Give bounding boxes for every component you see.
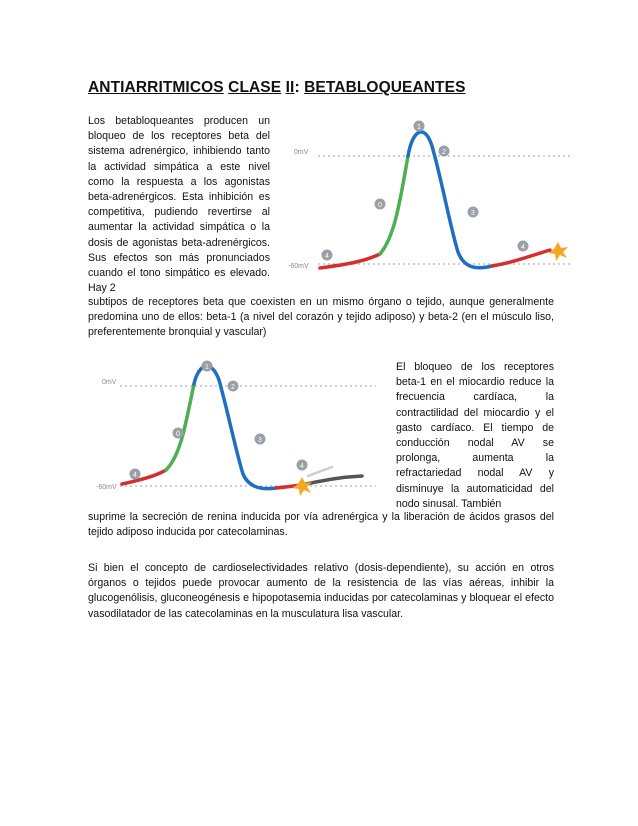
paragraph-1-side: Los betabloqueantes producen un bloqueo de los receptores beta del sistema adrenérgico, inhibiendo tanto la actividad simpática a este nivel como la respuesta a los agonistas beta-adrenérgicos. Esta inhibición es competitiva, pudiendo revertirse al aumentar la actividad simpática o la dosis de agonistas beta-adrenérgicos. Sus efectos son más pronunciados cuando el tono simpático es elevado. Hay 2 xyxy=(88,115,270,295)
phase-badge-4b-label: 4 xyxy=(521,244,525,251)
document-title xyxy=(88,79,466,97)
phase-badge-1-label: 1 xyxy=(417,124,421,131)
spark-marker xyxy=(548,242,568,261)
phase-badge-1-label: 1 xyxy=(205,364,209,371)
paragraph-1-full: subtipos de receptores beta que coexisten en un mismo órgano o tejido, aunque generalmente predomina uno de ellos: beta-1 (a nivel del corazón y tejido adiposo) y beta-2 (en el músculo liso, preferentemente bronquial y vascular) xyxy=(88,296,554,339)
phase-4-segment xyxy=(122,470,166,484)
neg60-mv-label: -60mV xyxy=(288,263,309,270)
paragraph-3: Si bien el concepto de cardioselectividades relativo (dosis-dependiente), su acción en otros órganos o tejidos puede provocar aumento de la resistencia de las vías aéreas, inhibir la glucogenólisis, gluconeogénesis e hipopotasemia inducidas por catecolaminas y bloquear el efecto vasodilatador de las catecolaminas en la musculatura lisa vascular. xyxy=(88,562,554,620)
phase-3-segment xyxy=(408,132,492,268)
zero-mv-label: 0mV xyxy=(294,149,309,156)
phase-badge-3-label: 3 xyxy=(471,210,475,217)
title-word-clase: CLASE xyxy=(228,79,282,96)
phase-badge-0-label: 0 xyxy=(378,202,382,209)
paragraph-2-full: suprime la secreción de renina inducida por vía adrenérgica y la liberación de ácidos grasos del tejido adiposo inducida por catecolaminas. xyxy=(88,511,554,539)
phase-badge-4b-label: 4 xyxy=(300,463,304,470)
title-word-ii: II xyxy=(285,79,295,96)
phase-badge-4-label: 4 xyxy=(133,472,137,479)
title-word-antiarritmicos: ANTIARRITMICOS xyxy=(88,79,224,96)
phase-4-next-segment xyxy=(492,250,550,266)
zero-mv-label: 0mV xyxy=(102,379,117,386)
spark-marker xyxy=(292,477,312,496)
phase-0-segment xyxy=(166,384,194,470)
phase-badge-4-label: 4 xyxy=(325,253,329,260)
phase-badge-0-label: 0 xyxy=(176,431,180,438)
neg60-mv-label: -60mV xyxy=(96,484,117,491)
action-potential-figure-2 xyxy=(86,360,386,506)
phase-badge-2-label: 2 xyxy=(231,384,235,391)
title-colon: : xyxy=(294,79,305,96)
title-word-betabloqueantes: BETABLOQUEANTES xyxy=(304,79,466,96)
flattened-slope-line xyxy=(306,476,362,484)
action-potential-chart-2 xyxy=(86,360,386,506)
original-slope-ghost xyxy=(308,467,332,476)
phase-badge-3-label: 3 xyxy=(258,437,262,444)
phase-badge-2-label: 2 xyxy=(442,149,446,156)
paragraph-2-side: El bloqueo de los receptores beta-1 en el miocardio reduce la frecuencia cardíaca, la contractilidad del miocardio y el gasto cardíaco. El tiempo de conducción nodal AV se prolonga, aumenta la refractariedad nodal AV y disminuye la automaticidad del nodo sinusal. También xyxy=(396,361,554,510)
action-potential-figure-1 xyxy=(280,116,580,282)
action-potential-chart-1 xyxy=(280,116,580,282)
